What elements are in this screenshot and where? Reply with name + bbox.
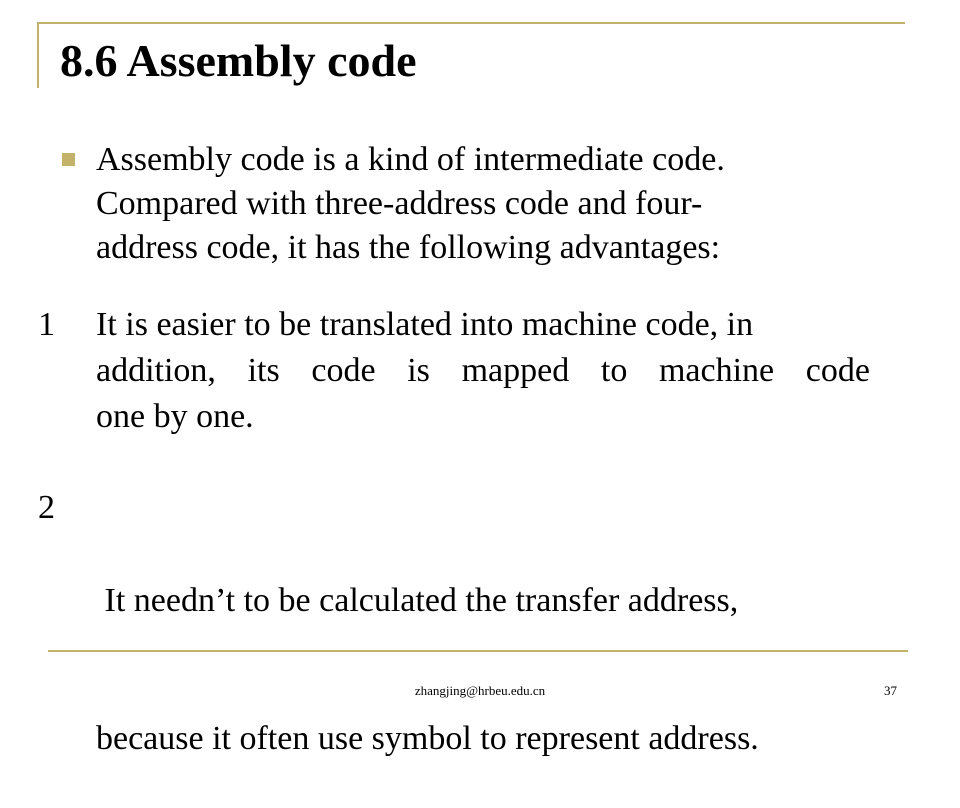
bullet-line: Compared with three-address code and four- <box>96 185 703 222</box>
page-number: 37 <box>884 683 897 698</box>
item-line: one by one. <box>96 398 254 435</box>
bullet-paragraph <box>96 138 856 270</box>
item-number: 1 <box>38 306 55 343</box>
item-line: because it often use symbol to represent address. <box>96 720 759 757</box>
item-line: addition, its code is mapped to machine code <box>96 352 870 389</box>
title-top-rule <box>37 22 905 24</box>
slide-title: 8.6 Assembly code <box>60 35 417 86</box>
item-number: 2 <box>38 489 55 526</box>
item-line: It needn’t to be calculated the transfer address, <box>96 582 739 619</box>
bullet-line: address code, it has the following advantages: <box>96 229 721 266</box>
footer-email: zhangjing@hrbeu.edu.cn <box>414 683 546 698</box>
footer-rule <box>48 650 908 652</box>
square-bullet-icon <box>62 153 75 166</box>
numbered-item-2 <box>96 486 870 808</box>
bullet-line: Assembly code is a kind of intermediate code. <box>96 141 725 178</box>
title-vertical-rule <box>37 22 39 88</box>
numbered-item-1 <box>96 302 870 440</box>
item-line: It is easier to be translated into machine code, in <box>96 306 754 343</box>
